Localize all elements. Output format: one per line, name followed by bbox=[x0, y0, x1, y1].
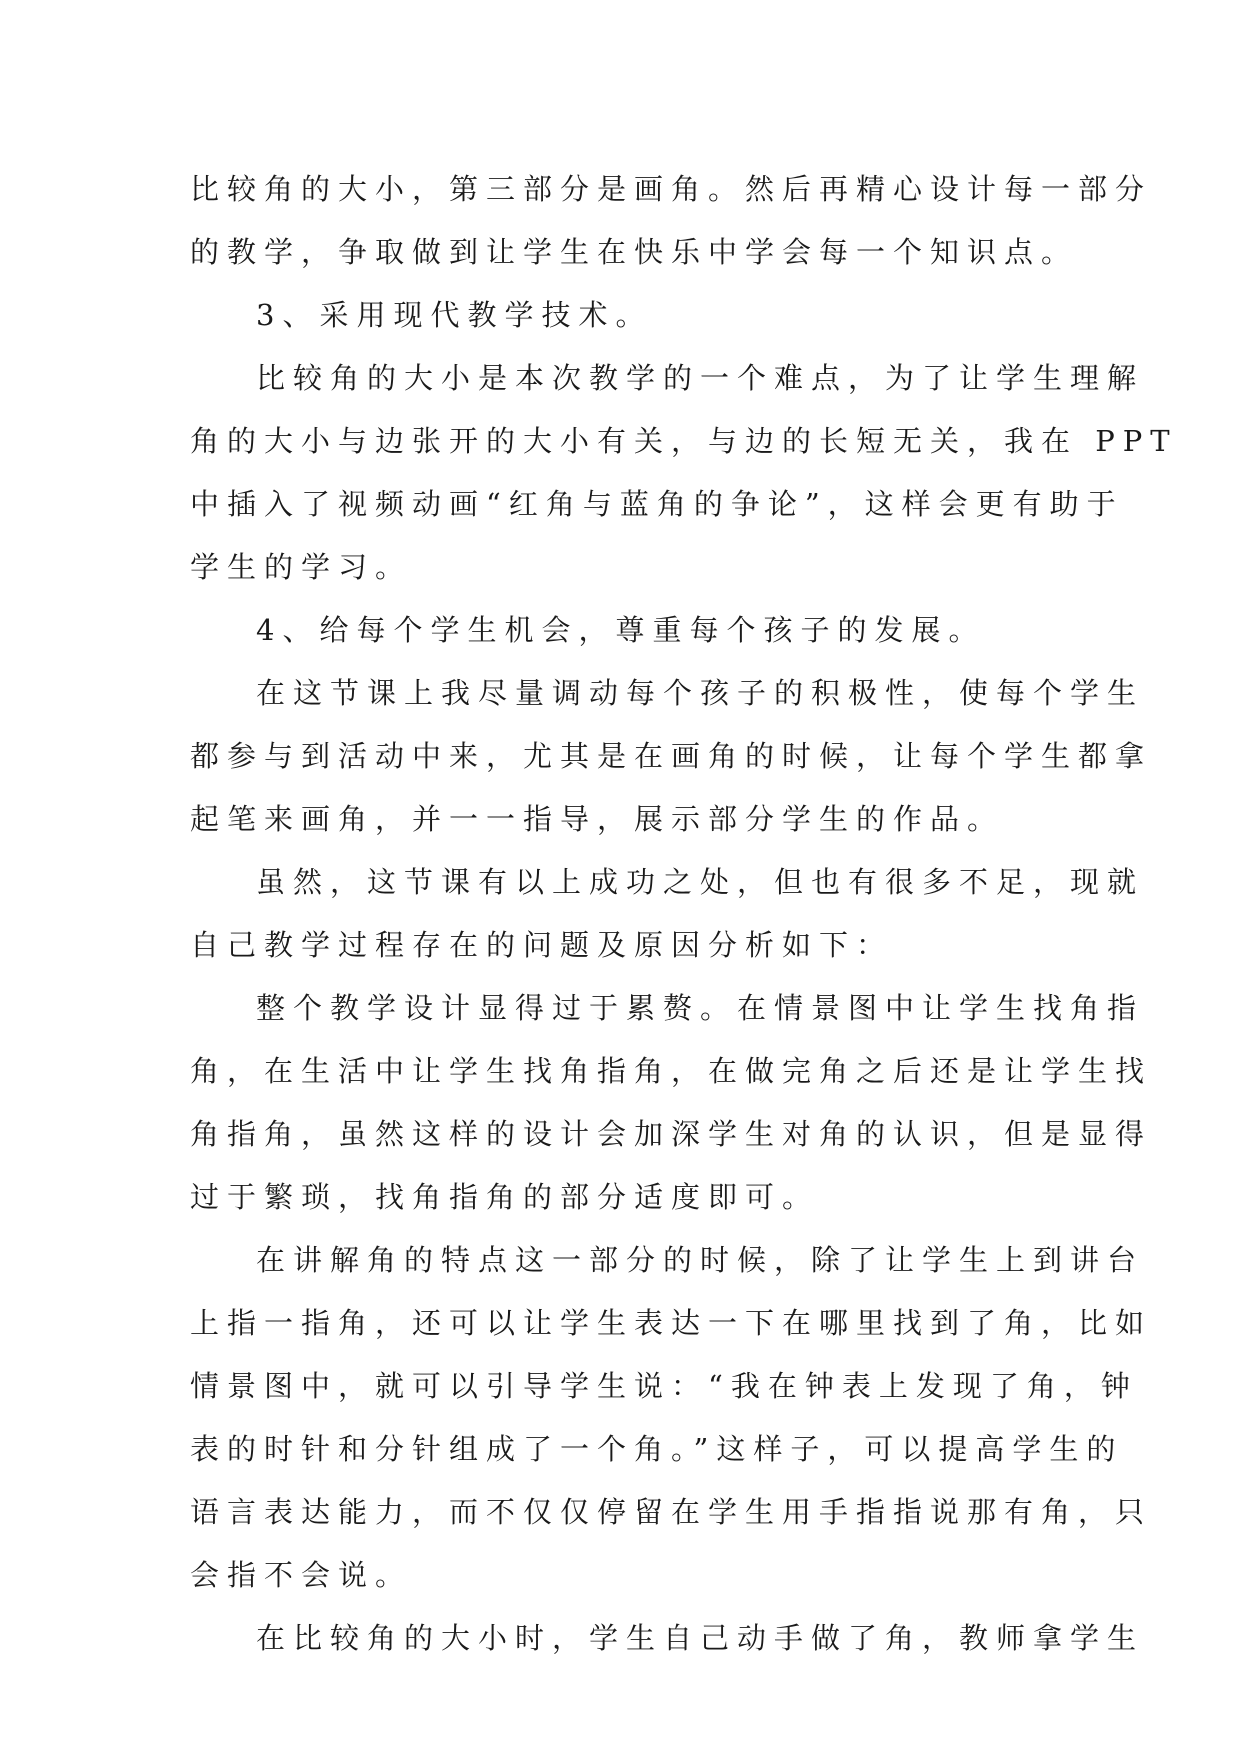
document-page bbox=[190, 158, 1178, 1670]
text-line: 自己教学过程存在的问题及原因分析如下： bbox=[190, 928, 894, 962]
text-line: 角的大小与边张开的大小有关，与边的长短无关，我在 PPT bbox=[190, 424, 1178, 458]
text-line: 的教学，争取做到让学生在快乐中学会每一个知识点。 bbox=[190, 235, 1079, 269]
text-line: 在比较角的大小时，学生自己动手做了角，教师拿学生 bbox=[256, 1621, 1145, 1655]
text-line: 语言表达能力，而不仅仅停留在学生用手指指说那有角，只 bbox=[190, 1495, 1153, 1529]
text-line: 比较角的大小是本次教学的一个难点，为了让学生理解 bbox=[256, 361, 1145, 395]
text-line: 比较角的大小，第三部分是画角。然后再精心设计每一部分 bbox=[190, 172, 1153, 206]
text-line: 角，在生活中让学生找角指角，在做完角之后还是让学生找 bbox=[190, 1054, 1153, 1088]
text-line: 虽然，这节课有以上成功之处，但也有很多不足，现就 bbox=[256, 865, 1145, 899]
text-line: 会指不会说。 bbox=[190, 1558, 413, 1592]
section-heading: 4、给每个学生机会，尊重每个孩子的发展。 bbox=[256, 613, 986, 647]
text-line: 表的时针和分针组成了一个角。”这样子，可以提高学生的 bbox=[190, 1432, 1124, 1466]
text-line: 都参与到活动中来，尤其是在画角的时候，让每个学生都拿 bbox=[190, 739, 1153, 773]
text-line: 角指角，虽然这样的设计会加深学生对角的认识，但是显得 bbox=[190, 1117, 1153, 1151]
text-line: 在讲解角的特点这一部分的时候，除了让学生上到讲台 bbox=[256, 1243, 1145, 1277]
text-line: 过于繁琐，找角指角的部分适度即可。 bbox=[190, 1180, 820, 1214]
text-line: 起笔来画角，并一一指导，展示部分学生的作品。 bbox=[190, 802, 1005, 836]
text-line: 整个教学设计显得过于累赘。在情景图中让学生找角指 bbox=[256, 991, 1145, 1025]
text-line: 中插入了视频动画“红角与蓝角的争论”，这样会更有助于 bbox=[190, 487, 1124, 521]
text-line: 学生的学习。 bbox=[190, 550, 413, 584]
text-line: 在这节课上我尽量调动每个孩子的积极性，使每个学生 bbox=[256, 676, 1145, 710]
section-heading: 3、采用现代教学技术。 bbox=[256, 298, 653, 332]
text-line: 情景图中，就可以引导学生说：“我在钟表上发现了角，钟 bbox=[190, 1369, 1138, 1403]
text-line: 上指一指角，还可以让学生表达一下在哪里找到了角，比如 bbox=[190, 1306, 1153, 1340]
